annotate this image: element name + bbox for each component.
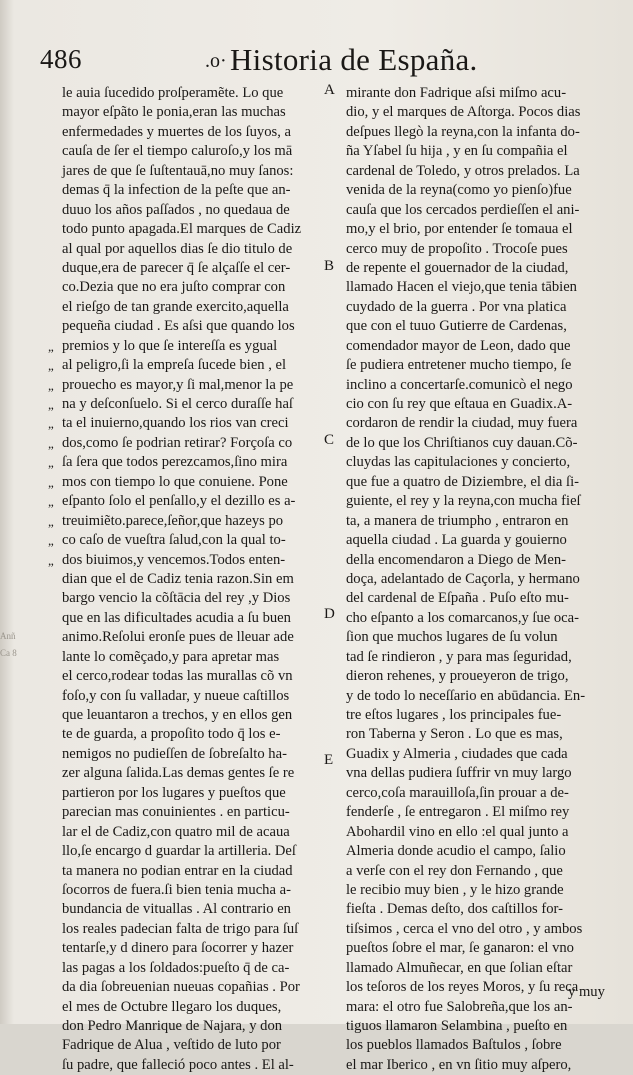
text-line: llamado Almuñecar, en que ſolian eſtar	[346, 959, 573, 976]
page-number: 486	[40, 44, 82, 74]
text-line: dos,como ſe podrian retirar? Forçoſa co	[62, 434, 293, 451]
text-line: que en las dificultades acudia a ſu buen	[62, 609, 291, 626]
text-line: mara: el otro fue Salobreña,que los an-	[346, 998, 573, 1015]
side-letter-e: E	[324, 752, 334, 768]
text-line: inclino a concertarſe.comunicò el nego	[346, 376, 573, 393]
quote-marker	[48, 142, 62, 161]
quote-marker	[48, 240, 62, 259]
text-line: tentarſe,y d dinero para ſocorrer y hazer	[62, 940, 294, 957]
text-line: fieſta . Demas deſto, dos caſtillos for-	[346, 901, 563, 918]
page-title: Historia de España.	[230, 42, 478, 77]
text-line: venida de la reyna(como yo pienſo)fue	[346, 182, 572, 199]
quote-marker	[48, 84, 62, 103]
text-line: enfermedades y muertes de los ſuyos, a	[62, 123, 291, 140]
text-line: al peligro,ſi la empreſa ſucede bien , el	[62, 357, 287, 374]
bleed-text: Ca 8	[0, 648, 17, 658]
text-line: ſa ſera que todos perezcamos,ſino mira	[62, 454, 288, 471]
text-line: partieron por los lugares y pueſtos que	[62, 784, 286, 801]
quote-marker: „	[48, 358, 54, 374]
text-line: llo,ſe encargo d guardar la artilleria. Deſ	[62, 843, 296, 860]
quote-marker: „	[48, 338, 54, 354]
side-letter-b: B	[324, 258, 335, 274]
right-text-column	[346, 84, 601, 1075]
text-line: ſocorros de fuera.ſi bien tenia mucha a-	[62, 881, 291, 898]
text-line: los pueblos llamados Baſtulos , ſobre	[346, 1037, 562, 1054]
text-line: mayor eſpãto le ponia,eran las muchas	[62, 104, 286, 121]
quote-marker: „	[48, 377, 54, 393]
text-line: Fadrique de Alua , veſtido de luto por	[62, 1037, 281, 1054]
text-line: le recibio muy bien , y le hizo grande	[346, 881, 564, 898]
text-line: cio con ſu rey que eſtaua en Guadix.A-	[346, 396, 573, 412]
text-line: ña Yſabel ſu hija , y en ſu compañia el	[346, 143, 568, 160]
text-line: animo.Reſolui eronſe pues de lleuar ade	[62, 629, 294, 646]
text-line: premios y lo que ſe intereſſa es ygual	[62, 337, 278, 354]
text-line: Almeria donde acudio el campo, ſalio	[346, 843, 566, 860]
text-line: fenderſe , ſe entregaron . El miſmo rey	[346, 804, 570, 821]
text-line: dieron rehenes, y proueyeron de trigo,	[346, 668, 569, 685]
quote-marker: „	[48, 552, 54, 568]
bleed-text: Anñ	[0, 631, 16, 641]
quote-marker: „	[48, 513, 54, 529]
text-line: cerco muy de propoſito . Trocoſe pues	[346, 240, 568, 257]
text-line: cauſa que los cercados perdieſſen el ani-	[346, 201, 580, 218]
text-line: y de todo lo neceſſario en abūdancia. En-	[346, 687, 586, 704]
quote-marker	[48, 123, 62, 142]
text-line: llamado Hacen el viejo,que tenia tābien	[346, 279, 577, 296]
text-line: parecian mas conuinientes . en particu-	[62, 804, 290, 821]
text-line: ſe pudiera entretener mucho tiempo, ſe	[346, 357, 572, 374]
text-line: duuo los años paſſados , no quedaua de	[62, 201, 290, 218]
text-line: guiente, el rey y la reyna,con mucha fieſ	[346, 493, 581, 510]
text-line: a verſe con el rey don Fernando , que	[346, 862, 563, 879]
text-line: dian que el de Cadiz tenia razon.Sin em	[62, 570, 294, 587]
text-line: prouecho es mayor,y ſi mal,menor la pe	[62, 376, 294, 393]
text-line: della encomendaron a Diego de Men-	[346, 551, 567, 568]
text-line: ta, a manera de triumpho , entraron en	[346, 512, 569, 529]
quote-marker: „	[48, 533, 54, 549]
text-line: don Pedro Manrique de Najara, y don	[62, 1018, 283, 1034]
catchword: y muy	[568, 984, 605, 1000]
header-ornament: .o·	[205, 50, 227, 72]
text-line: cauſa de ſer el tiempo caluroſo,y los mā	[62, 143, 293, 160]
text-line: el mar Iberico , en vn ſitio muy aſpero,	[346, 1056, 572, 1073]
quote-marker	[48, 259, 62, 278]
text-line: cho eſpanto a los comarcanos,y ſue oca-	[346, 609, 580, 626]
text-line: tiſsimos , cerca el vno del otro , y ambos	[346, 920, 583, 937]
quote-marker	[48, 103, 62, 122]
text-line: mirante don Fadrique aſsi miſmo acu-	[346, 85, 567, 101]
side-letter-d: D	[324, 606, 335, 622]
text-line: ſion que muchos lugares de ſu volun	[346, 629, 558, 646]
text-line: mo,y el brio, por entender ſe tomaua el	[346, 221, 573, 238]
text-line: cluydas las capitulaciones y concierto,	[346, 454, 571, 471]
text-line: los teſoros de los reyes Moros, y ſu reca	[346, 979, 579, 996]
text-line: pueſtos ſobre el mar, ſe ganaron: el vno	[346, 940, 574, 957]
text-line: al qual por aquellos dias ſe dio titulo de	[62, 240, 293, 257]
text-line: el rieſgo de tan grande exercito,aquella	[62, 298, 289, 315]
text-line: el cerco,rodear todas las murallas cõ vn	[62, 668, 293, 685]
quote-marker	[48, 317, 62, 336]
text-line: co caſo de vueſtra ſalud,con la qual to-	[62, 532, 286, 549]
text-line: todo punto apagada.El marques de Cadiz	[62, 221, 302, 238]
text-line: demas q̄ la infection de la peſte que an-	[62, 182, 291, 199]
text-line: na y deſconſuelo. Si el cerco duraſſe haſ	[62, 396, 293, 412]
text-line: que leuantaron a trechos, y en ellos gen	[62, 707, 293, 723]
quote-marker	[48, 181, 62, 200]
text-line: jares de que ſe ſuſtentauā,no muy ſanos:	[62, 162, 294, 179]
quote-marker	[48, 278, 62, 297]
text-line: doça, adelantado de Caçorla, y hermano	[346, 570, 580, 587]
text-line: treuimiẽto.parece,ſeñor,que hazeys po	[62, 512, 284, 529]
quote-marker: „	[48, 397, 54, 412]
running-header	[40, 40, 600, 78]
text-line: bundancia de vituallas . Al contrario en	[62, 901, 291, 918]
text-line: las pagas a los ſoldados:pueſto q̄ de ca-	[62, 959, 290, 976]
text-line: ta el inuierno,quando los rios van creci	[62, 415, 289, 432]
text-line: foſo,y con ſu valladar, y nueue caſtillos	[62, 687, 290, 704]
text-line: tiguos llamaron Selambina , pueſto en	[346, 1018, 568, 1034]
text-line: Guadix y Almeria , ciudades que cada	[346, 745, 568, 762]
text-line: duque,era de parecer q̄ ſe alçaſſe el cer-	[62, 259, 291, 276]
text-line: que con el tuuo Gutierre de Cardenas,	[346, 318, 567, 335]
quote-marker: „	[48, 455, 54, 471]
left-text-column	[62, 84, 330, 1075]
text-line: pequeña ciudad . Es aſsi que quando los	[62, 318, 295, 335]
text-line: da dia ſobreuenian nueuas copañias . Por	[62, 979, 300, 996]
text-line: ta manera no podian entrar en la ciudad	[62, 862, 293, 879]
text-line: bargo vencio la cõſtācia del rey ,y Dios	[62, 590, 291, 607]
text-line: de lo que los Chriſtianos cuy dauan.Cõ-	[346, 434, 578, 451]
side-letter-a: A	[324, 82, 335, 98]
text-line: eſpanto ſolo el penſallo,y el dezillo es a-	[62, 493, 296, 510]
margin-bleed-through	[0, 628, 17, 662]
text-line: dio, y el marques de Aſtorga. Pocos dias	[346, 104, 581, 121]
text-line: aquella ciudad . La guarda y gouierno	[346, 532, 567, 549]
quote-marker	[48, 298, 62, 317]
quote-marker: „	[48, 435, 54, 451]
text-line: tad ſe rindieron , y para mas ſeguridad,	[346, 648, 572, 665]
text-line: deſpues llegò la reyna,con la infanta do-	[346, 123, 580, 140]
text-line: comendador mayor de Leon, dado que	[346, 337, 571, 354]
quote-marker: „	[48, 474, 54, 490]
text-line: te de guarda, a propoſito todo q̄ los e-	[62, 726, 281, 743]
text-line: cerco,coſa marauilloſa,ſin prouar a de-	[346, 784, 569, 801]
text-line: que fue a quatro de Diziembre, el dia ſi-	[346, 473, 579, 490]
side-letter-c: C	[324, 432, 335, 448]
text-line: ron Taberna y Seron . Lo que es mas,	[346, 726, 563, 743]
text-line: dos biuimos,y vencemos.Todos enten-	[62, 551, 286, 568]
quote-marker	[48, 162, 62, 181]
text-line: tre eſtos lugares , los principales fue-	[346, 707, 562, 723]
text-line: cardenal de Toledo, y otros prelados. La	[346, 162, 580, 179]
quote-marker	[48, 201, 62, 220]
text-line: Abohardil vino en ello :el qual junto a	[346, 823, 569, 840]
text-line: nemigos no pudieſſen de ſobreſalto ha-	[62, 745, 287, 762]
text-line: co.Dezia que no era juſto comprar con	[62, 279, 286, 296]
text-line: el mes de Octubre llegaro los duques,	[62, 998, 282, 1015]
text-line: del cardenal de Eſpaña . Puſo eſto mu-	[346, 590, 569, 607]
text-line: los reales padecian falta de trigo para ſuſ	[62, 920, 299, 937]
text-line: lar el de Cadiz,con quatro mil de acaua	[62, 823, 290, 840]
quote-marker: „	[48, 416, 54, 432]
text-line: le auia ſucedido proſperamẽte. Lo que	[62, 85, 284, 101]
text-line: zer alguna ſalida.Las demas gentes ſe re	[62, 765, 295, 782]
text-line: de repente el gouernador de la ciudad,	[346, 259, 569, 276]
text-line: cordaron de rendir la ciudad, muy fuera	[346, 415, 578, 432]
text-line: cuydado de la guerra . Por vna platica	[346, 298, 567, 315]
text-line: mos con tiempo lo que conuiene. Pone	[62, 473, 288, 490]
quotation-markers	[48, 84, 62, 570]
text-line: vna dellas pudiera ſuffrir vn muy largo	[346, 765, 572, 782]
quote-marker	[48, 220, 62, 239]
text-line: ſu padre, que falleció poco antes . El al-	[62, 1056, 294, 1073]
quote-marker: „	[48, 494, 54, 510]
text-line: lante lo comẽçado,y para apretar mas	[62, 648, 280, 665]
